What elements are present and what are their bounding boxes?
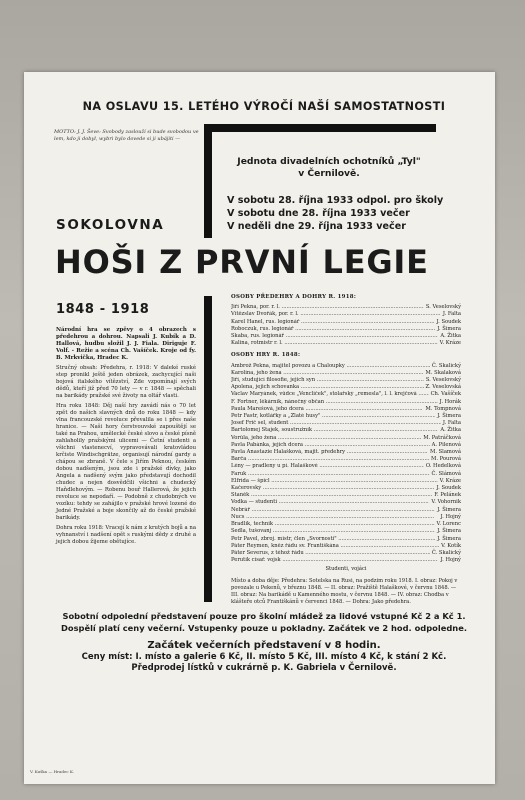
actor-name: Č. Skalický bbox=[431, 362, 461, 369]
actor-name: O. Hedelková bbox=[425, 463, 461, 470]
role-name: Vorůla, jeho žena ..... bbox=[231, 435, 421, 442]
actor-name: A. Žitka bbox=[440, 427, 461, 434]
prices: Ceny míst: I. místo a galerie 6 Kč, II. místo 5 Kč, III. místo 4 Kč, k stání 2 Kč. bbox=[81, 651, 447, 662]
cast-1848-header: OSOBY HRY R. 1848: bbox=[231, 352, 301, 359]
actor-name: Č. Slámová bbox=[431, 470, 461, 477]
cast-row bbox=[231, 399, 461, 406]
cast-1918-list bbox=[231, 304, 461, 347]
actor-name: J. Šimera bbox=[437, 535, 461, 542]
start-time: Začátek večerních představení v 8 hodin. bbox=[147, 640, 381, 651]
actor-name: V. Vohornik bbox=[431, 499, 461, 506]
role-name: Jiří, studující filosofie, jejich syn ..... bbox=[231, 377, 424, 384]
role-name: Paula Marešová, jeho dcera ..... bbox=[231, 406, 423, 413]
role-name: Barča ..... bbox=[231, 456, 429, 463]
role-name: Petr Fastr, kotlářky a „Zlaté husy" ..... bbox=[231, 413, 435, 420]
role-name: Karolína, jeho žena ..... bbox=[231, 370, 424, 377]
role-name: Staněk ..... bbox=[231, 492, 432, 499]
notice-line: Sobotní odpolední představení pouze pro školní mládež za lidové vstupné Kč 2 a Kč 1. bbox=[62, 611, 466, 621]
role-name: Bartolomej Stajek, soustružník ..... bbox=[231, 427, 438, 434]
cast-row bbox=[231, 507, 461, 514]
actor-name: M. Patráčková bbox=[423, 434, 461, 441]
actor-name: V. Kráze bbox=[439, 340, 461, 347]
role-name: Nucs ..... bbox=[231, 514, 438, 521]
cast-row bbox=[231, 528, 461, 535]
evening-info bbox=[54, 640, 474, 675]
actor-name: J. Šimera bbox=[437, 528, 461, 535]
afternoon-notice bbox=[54, 611, 474, 634]
cast-row bbox=[231, 391, 461, 398]
actor-name: J. Šimera bbox=[437, 325, 461, 332]
cast-row bbox=[231, 319, 461, 326]
role-name: Petr Pavel, zbroj. mistr, člen „Svornosti" ..... bbox=[231, 536, 435, 543]
cast-column bbox=[231, 292, 461, 606]
role-name: Faruk ..... bbox=[231, 471, 430, 478]
cast-row bbox=[231, 311, 461, 318]
actor-name: Ch. Vašíček bbox=[430, 391, 461, 398]
left-column bbox=[56, 327, 196, 549]
actor-name: J. Hojný bbox=[440, 557, 461, 564]
cast-row bbox=[231, 333, 461, 340]
actor-name: Č. Skalický bbox=[431, 549, 461, 556]
cast-row bbox=[231, 543, 461, 550]
performance-dates bbox=[227, 194, 492, 233]
actor-name: V. Kotík bbox=[441, 542, 461, 549]
synopsis-paragraph: Stručný obsah: Předehra, r. 1918: V daleké ruské step pronikl ještě jeden obrázek, zachycující naši bojová italského vítězství, Zde vzpomínají svých dědů, kteří již před 70 lety — v r. 1848 — spěchali na barikády pražské své životy na oltář vlasti. bbox=[56, 365, 196, 399]
synopsis-paragraph: Hra roku 1848: Děj naší hry zavádí nás o 70 let zpět do našich slavných dnů do roku 1848 — kdy vlna francouzské revoluce převalila se i přes naše hranice. — Naši hory čerstvouvské zapouštějí se také na Prahou, umělecké české slovo a české písně zahlaholily pražskými ulicemi — Četní studenti a všichni vlastenecví, vypravovávali kratovládou krčiste Windischgrätze, organisují národní gardy a chápou se zbraně. V čele s Jiřím Peknou, českém dobou nadšeným, jsou zde i pražské dívky, jako Angela a nadšený svým jako představují dochodil chudec a nejen dosvědčili všichni a chudecký Haňdlehovým. — Robenu bouř Hallerová, že jejich revoluce se nepodaří. — Podobně z chudobných ve vozíku: tehdy se zahájilo v pražské hrové lozené do Jedné Pražské a boje skončily až do české pražské barikády. bbox=[56, 403, 196, 521]
organizer bbox=[229, 156, 429, 180]
date-line: V neděli dne 29. října 1933 večer bbox=[227, 221, 406, 232]
cast-row bbox=[231, 471, 461, 478]
cast-row bbox=[231, 557, 461, 564]
role-name: Škaba, rus. legionář ..... bbox=[231, 333, 438, 340]
cast-row bbox=[231, 420, 461, 427]
play-title: HOŠI Z PRVNÍ LEGIE bbox=[55, 243, 429, 281]
actor-name: S. Veselovský bbox=[425, 304, 461, 311]
cast-row bbox=[231, 514, 461, 521]
synopsis-paragraph: Dohra roku 1918: Vracejí k nám z krutých bojů a na vyhnanství i nadšení opět s ruskými dědy z druhé a jejich dobou žijeme obětujíce. bbox=[56, 525, 196, 545]
credits: Národní hra se zpěvy o 4 obrazech s předehrou a dohrou. Napsali J. Kubík a D. Hallová, hudbu složil J. J. Fiala. Diriguje F. Volf. - Režie a scéna Ch. Vašíček. Kroje od fy. B. Mrkvička, Hradec K. bbox=[56, 327, 196, 361]
role-name: Kalina, rotmistr r. l. ..... bbox=[231, 340, 438, 347]
decorative-bar-horizontal bbox=[204, 124, 436, 132]
bleed-through-text bbox=[60, 0, 505, 60]
cast-row bbox=[231, 536, 461, 543]
cast-row bbox=[231, 406, 461, 413]
actor-name: J. Šimera bbox=[437, 506, 461, 513]
cast-row bbox=[231, 550, 461, 557]
role-name: Karel Hanel, rus. legionář ..... bbox=[231, 319, 434, 326]
role-name: Perutík císař. vojsk ..... bbox=[231, 557, 438, 564]
cast-1848-list bbox=[231, 363, 461, 565]
actor-name: M. Tompnová bbox=[425, 405, 461, 412]
role-name: Elfrida — špicl ..... bbox=[231, 478, 438, 485]
date-line: V sobotu dne 28. října 1933 večer bbox=[227, 208, 410, 219]
role-name: Páter Reymen, kněz řádu sv. Františkána ..... bbox=[231, 543, 439, 550]
venue: SOKOLOVNA bbox=[56, 217, 165, 233]
cast-row bbox=[231, 435, 461, 442]
actor-name: A. Žitka bbox=[440, 333, 461, 340]
cast-row bbox=[231, 485, 461, 492]
role-name: Vodka — studenti ..... bbox=[231, 499, 429, 506]
scene-description: Místo a doba děje: Předehra: Sotelska na Rusi, na podzim roku 1918. I. obraz: Pokoj v povozale u Pekenů, v březnu 1848. — II. obraz: Pražiště Halaškové, v červnu 1848. — III. obraz: Na barikádě u Kamenného mostu, v červnu 1848. — IV. obraz: Chodba v klášteře otců Františkánů v červenci 1848. — Dohra: Jako předehra. bbox=[231, 577, 458, 605]
role-name: Apolena, jejich schovanka ..... bbox=[231, 384, 424, 391]
role-name: Josef Frič sel, student ..... bbox=[231, 420, 441, 427]
actor-name: S. Veselovský bbox=[425, 377, 461, 384]
cast-row bbox=[231, 340, 461, 347]
date-line: V sobotu 28. října 1933 odpol. pro školy bbox=[227, 195, 444, 206]
motto: MOTTO: J. J. Ševe: Svobody zaslouží si bude svobodou ve lem, kdo ji dobyl, wybri bylo dovede si ji ubájiti — bbox=[54, 129, 199, 142]
actor-name: V. Kráze bbox=[439, 477, 461, 484]
actor-name: J. Soudek bbox=[436, 485, 461, 492]
cast-row bbox=[231, 427, 461, 434]
role-name: Vítězslav Dvořák, por. r. l. ..... bbox=[231, 311, 441, 318]
role-name: Lény — pradleny u pí. Halaškové ..... bbox=[231, 463, 424, 470]
role-name: Roboczuk, rus. legionář ..... bbox=[231, 326, 435, 333]
actor-name: J. Horák bbox=[439, 398, 461, 405]
role-name: Pavla Pabánka, jejich dcera ..... bbox=[231, 442, 430, 449]
role-name: Ambrož Pekna, majitel povozu a Chaloupky ..... bbox=[231, 363, 430, 370]
cast-row bbox=[231, 370, 461, 377]
role-name: Sedla, tušovanj ..... bbox=[231, 528, 435, 535]
role-name: Václav Maryánek, vůdce „Venclíček", stolařský „remesla", l. l. krejčová ..... bbox=[231, 391, 429, 398]
actor-name: J. Falta bbox=[442, 420, 461, 427]
actor-name: V. Lorenc bbox=[436, 521, 461, 528]
printer-imprint: V. Kuška — Hradec K. bbox=[30, 769, 75, 774]
cast-row bbox=[231, 449, 461, 456]
decorative-bar-vertical-lower bbox=[204, 296, 212, 602]
organizer-place: v Černilově. bbox=[298, 168, 360, 179]
decorative-bar-vertical bbox=[204, 124, 212, 238]
role-name: Jiří Pekna, por. r. l. ..... bbox=[231, 304, 424, 311]
cast-row bbox=[231, 499, 461, 506]
cast-row bbox=[231, 304, 461, 311]
actor-name: J. Hojný bbox=[440, 513, 461, 520]
cast-note: Studenti, vojáci bbox=[325, 566, 367, 573]
actor-name: J. Soudek bbox=[436, 318, 461, 325]
organizer-name: Jednota divadelních ochotníků „Tyl" bbox=[237, 156, 421, 167]
cast-row bbox=[231, 363, 461, 370]
actor-name: J. Falta bbox=[442, 311, 461, 318]
actor-name: Z. Veselovská bbox=[425, 384, 461, 391]
actor-name: A. Pilenová bbox=[431, 441, 461, 448]
cast-row bbox=[231, 413, 461, 420]
role-name: Kačerovský ..... bbox=[231, 485, 434, 492]
role-name: Nebrář ..... bbox=[231, 507, 435, 514]
presale: Předprodej lístků v cukrárně p. K. Gabriela v Černilově. bbox=[131, 663, 397, 673]
notice-line: Dospělí platí ceny večerní. Vstupenky pouze u pokladny. Začátek ve 2 hod. odpoledne. bbox=[61, 622, 467, 633]
cast-1918-header: OSOBY PŘEDEHRY A DOHRY R. 1918: bbox=[231, 294, 357, 300]
actor-name: J. Šimera bbox=[437, 413, 461, 420]
cast-row bbox=[231, 326, 461, 333]
cast-row bbox=[231, 492, 461, 499]
headline: NA OSLAVU 15. LETÉHO VÝROČÍ NAŠÍ SAMOSTATNOSTI bbox=[82, 100, 446, 113]
role-name: Bradlík, technik ..... bbox=[231, 521, 435, 528]
years: 1848 - 1918 bbox=[56, 302, 150, 317]
actor-name: M. Skalaková bbox=[425, 369, 461, 376]
cast-row bbox=[231, 521, 461, 528]
role-name: Pavla Anastazie Halašková, majit. předehry ..... bbox=[231, 449, 428, 456]
actor-name: F. Pelánek bbox=[434, 492, 461, 499]
actor-name: M. Slamová bbox=[430, 449, 461, 456]
cast-row bbox=[231, 384, 461, 391]
cast-row bbox=[231, 463, 461, 470]
role-name: Páter Severus, z téhož řádu ..... bbox=[231, 550, 430, 557]
cast-row bbox=[231, 442, 461, 449]
poster-sheet bbox=[24, 72, 495, 784]
cast-row bbox=[231, 478, 461, 485]
role-name: F. Fortner, lékárník, nánečný občan ..... bbox=[231, 399, 438, 406]
actor-name: M. Pourová bbox=[431, 456, 461, 463]
